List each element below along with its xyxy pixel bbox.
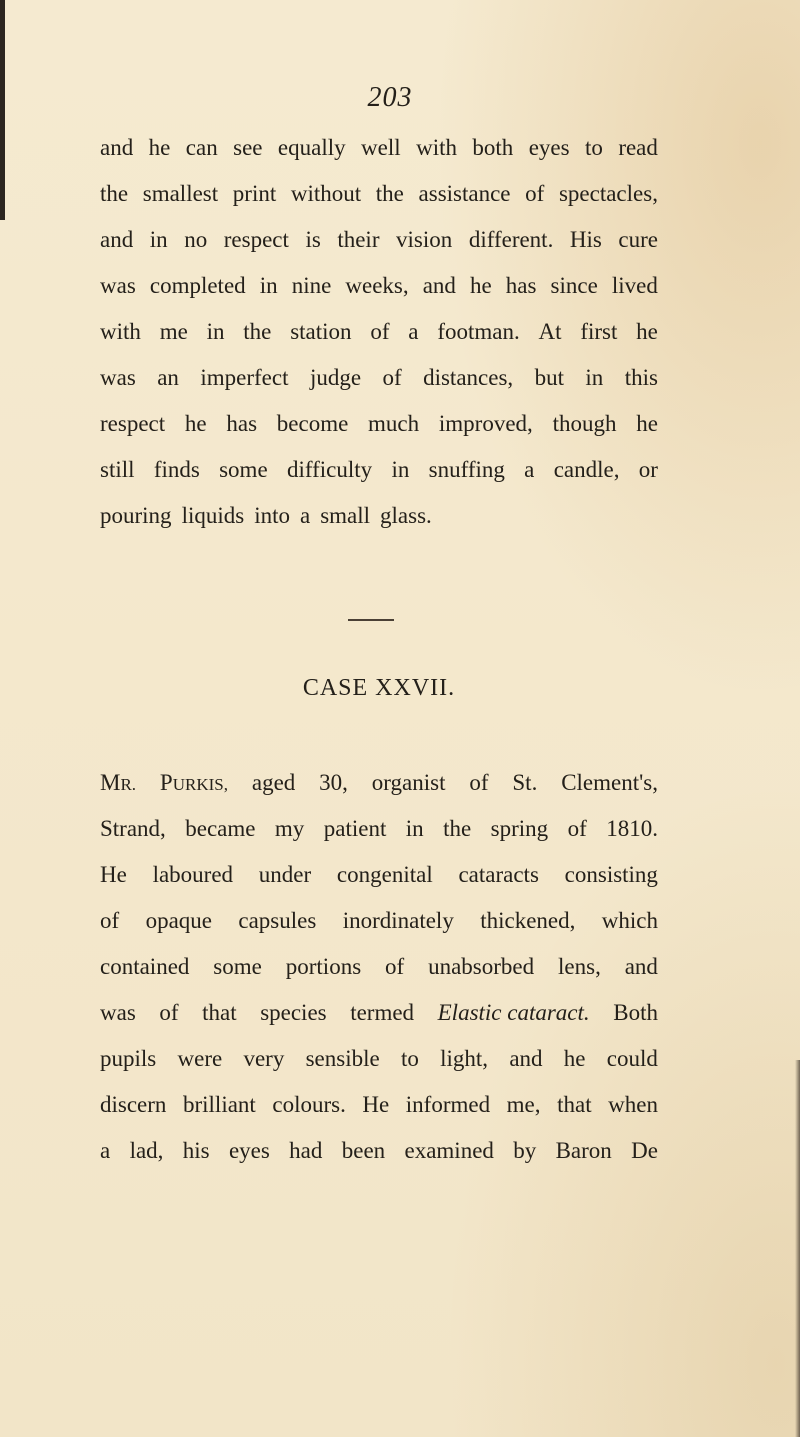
word: a <box>299 503 311 528</box>
word: could <box>606 1046 658 1071</box>
word: thickened, <box>480 908 576 933</box>
word: in <box>405 816 424 841</box>
word: examined <box>404 1138 494 1163</box>
word: his <box>182 1138 210 1163</box>
text-line <box>100 1128 658 1174</box>
text-line <box>100 493 658 539</box>
word: finds <box>153 457 200 482</box>
word: lens, <box>558 954 601 979</box>
word: cure <box>618 227 658 252</box>
word: lad, <box>129 1138 164 1163</box>
word: assistance <box>418 181 511 206</box>
word: print <box>232 181 277 206</box>
word: respect <box>223 227 289 252</box>
word: when <box>608 1092 658 1117</box>
word: in <box>585 365 604 390</box>
word: light, <box>440 1046 489 1071</box>
word: was <box>100 365 136 390</box>
word: me <box>159 319 188 344</box>
word: capsules <box>238 908 317 933</box>
word: were <box>177 1046 223 1071</box>
word: candle, <box>553 457 620 482</box>
case-heading: CASE XXVII. <box>302 675 456 701</box>
word: nine <box>291 273 332 298</box>
word: had <box>289 1138 323 1163</box>
word: in <box>206 319 225 344</box>
word: since <box>550 273 598 298</box>
word: organist <box>371 770 446 795</box>
page-edge-shadow-left <box>0 0 5 220</box>
word: different. <box>468 227 554 252</box>
word: 30, <box>319 770 348 795</box>
text-line <box>100 401 658 447</box>
word: liquids <box>181 503 245 528</box>
word: no <box>184 227 208 252</box>
word: though <box>552 411 617 436</box>
word: has <box>226 411 258 436</box>
word: been <box>341 1138 386 1163</box>
word: which <box>601 908 658 933</box>
word: see <box>233 135 263 160</box>
word: pouring <box>100 503 172 528</box>
word: very <box>243 1046 285 1071</box>
word: and <box>624 954 658 979</box>
word: St. <box>512 770 538 795</box>
word: contained <box>100 954 190 979</box>
word: De <box>631 1138 658 1163</box>
word: both <box>472 135 514 160</box>
text-line <box>100 263 658 309</box>
word: of <box>370 319 390 344</box>
word: MR. <box>100 770 137 795</box>
word: improved, <box>438 411 533 436</box>
word: informed <box>405 1092 491 1117</box>
word: glass. <box>380 503 432 528</box>
word: sensible <box>305 1046 380 1071</box>
word: discern <box>100 1092 167 1117</box>
word: he <box>470 273 492 298</box>
word: Baron <box>555 1138 612 1163</box>
word: of <box>159 1000 179 1025</box>
text-line <box>100 125 658 171</box>
word: unabsorbed <box>428 954 535 979</box>
word: the <box>375 181 404 206</box>
word: opaque <box>145 908 212 933</box>
word: footman. <box>437 319 520 344</box>
word: first <box>580 319 618 344</box>
word: PURKIS, <box>159 770 228 795</box>
word: their <box>337 227 380 252</box>
text-line <box>100 355 658 401</box>
text-line <box>100 1036 658 1082</box>
word: he <box>636 319 658 344</box>
word: of <box>525 181 545 206</box>
text-line <box>100 944 658 990</box>
word: spectacles, <box>558 181 658 206</box>
word: aged <box>251 770 296 795</box>
word: with <box>100 319 141 344</box>
text-line <box>100 898 658 944</box>
word: smallest <box>142 181 219 206</box>
word: he <box>563 1046 586 1071</box>
word: distances, <box>423 365 514 390</box>
text-line <box>100 309 658 355</box>
word: brilliant <box>182 1092 256 1117</box>
word: species <box>260 1000 327 1025</box>
word: read <box>618 135 658 160</box>
word: pupils <box>100 1046 157 1071</box>
word: eyes <box>528 135 570 160</box>
word: laboured <box>152 862 234 887</box>
word: the <box>243 319 272 344</box>
word: but <box>534 365 564 390</box>
word: Both <box>613 1000 658 1025</box>
word: became <box>185 816 256 841</box>
word: of <box>100 908 120 933</box>
word: vision <box>396 227 453 252</box>
word: station <box>290 319 352 344</box>
word: patient <box>323 816 387 841</box>
word: into <box>254 503 290 528</box>
word: with <box>416 135 457 160</box>
word: he <box>636 411 658 436</box>
word: inordinately <box>342 908 454 933</box>
word: a <box>100 1138 111 1163</box>
text-line <box>100 806 658 852</box>
word: At <box>538 319 562 344</box>
word: still <box>100 457 135 482</box>
word: Clement's, <box>561 770 658 795</box>
word: some <box>219 457 268 482</box>
word: termed <box>350 1000 415 1025</box>
text-line <box>100 990 658 1036</box>
word: equally <box>277 135 346 160</box>
text-line <box>100 217 658 263</box>
word: difficulty <box>286 457 373 482</box>
word: in <box>391 457 410 482</box>
word: portions <box>285 954 362 979</box>
word: respect <box>100 411 166 436</box>
word: in <box>259 273 278 298</box>
word: by <box>513 1138 537 1163</box>
word: eyes <box>228 1138 270 1163</box>
text-line <box>100 852 658 898</box>
word: to <box>585 135 603 160</box>
word: that <box>557 1092 592 1117</box>
word: without <box>290 181 362 206</box>
text-line <box>100 1082 658 1128</box>
word: He <box>362 1092 390 1117</box>
word: and <box>100 227 134 252</box>
text-line <box>100 760 658 806</box>
word: is <box>305 227 321 252</box>
page-edge-shadow-right <box>795 1060 800 1437</box>
word: completed <box>149 273 246 298</box>
word: the <box>443 816 472 841</box>
word: and <box>422 273 456 298</box>
word: imperfect <box>200 365 289 390</box>
page-number: 203 <box>367 82 413 113</box>
word: and <box>509 1046 543 1071</box>
section-divider <box>348 619 394 621</box>
word: judge <box>309 365 362 390</box>
word: a <box>524 457 535 482</box>
text-line <box>100 171 658 217</box>
word: lived <box>611 273 658 298</box>
word: under <box>258 862 312 887</box>
word: a <box>408 319 419 344</box>
word: the <box>100 181 129 206</box>
word: cataracts <box>458 862 539 887</box>
word: that <box>202 1000 237 1025</box>
word: some <box>213 954 262 979</box>
text-line <box>100 447 658 493</box>
paragraph-1 <box>100 125 658 539</box>
word: can <box>185 135 218 160</box>
word: much <box>368 411 420 436</box>
word: he <box>148 135 171 160</box>
word: colours. <box>272 1092 346 1117</box>
word: of <box>469 770 489 795</box>
word: me, <box>506 1092 541 1117</box>
word: has <box>505 273 537 298</box>
word: or <box>638 457 658 482</box>
word: of <box>382 365 402 390</box>
word: he <box>184 411 207 436</box>
word: His <box>569 227 602 252</box>
word: small <box>320 503 371 528</box>
word: consisting <box>564 862 658 887</box>
italic-term: Elastic cataract. <box>437 1000 590 1025</box>
word: was <box>100 273 136 298</box>
word: my <box>274 816 305 841</box>
word: congenital <box>336 862 433 887</box>
word: 1810. <box>606 816 658 841</box>
word: this <box>624 365 658 390</box>
word: snuffing <box>428 457 505 482</box>
word: weeks, <box>345 273 409 298</box>
word: become <box>276 411 349 436</box>
word: of <box>567 816 587 841</box>
word: an <box>157 365 179 390</box>
word: was <box>100 1000 136 1025</box>
paragraph-2 <box>100 760 658 1174</box>
word: to <box>400 1046 419 1071</box>
word: spring <box>490 816 549 841</box>
word: Strand, <box>100 816 166 841</box>
word: in <box>149 227 168 252</box>
word: well <box>361 135 401 160</box>
word: and <box>100 135 134 160</box>
word: He <box>100 862 127 887</box>
word: of <box>385 954 405 979</box>
